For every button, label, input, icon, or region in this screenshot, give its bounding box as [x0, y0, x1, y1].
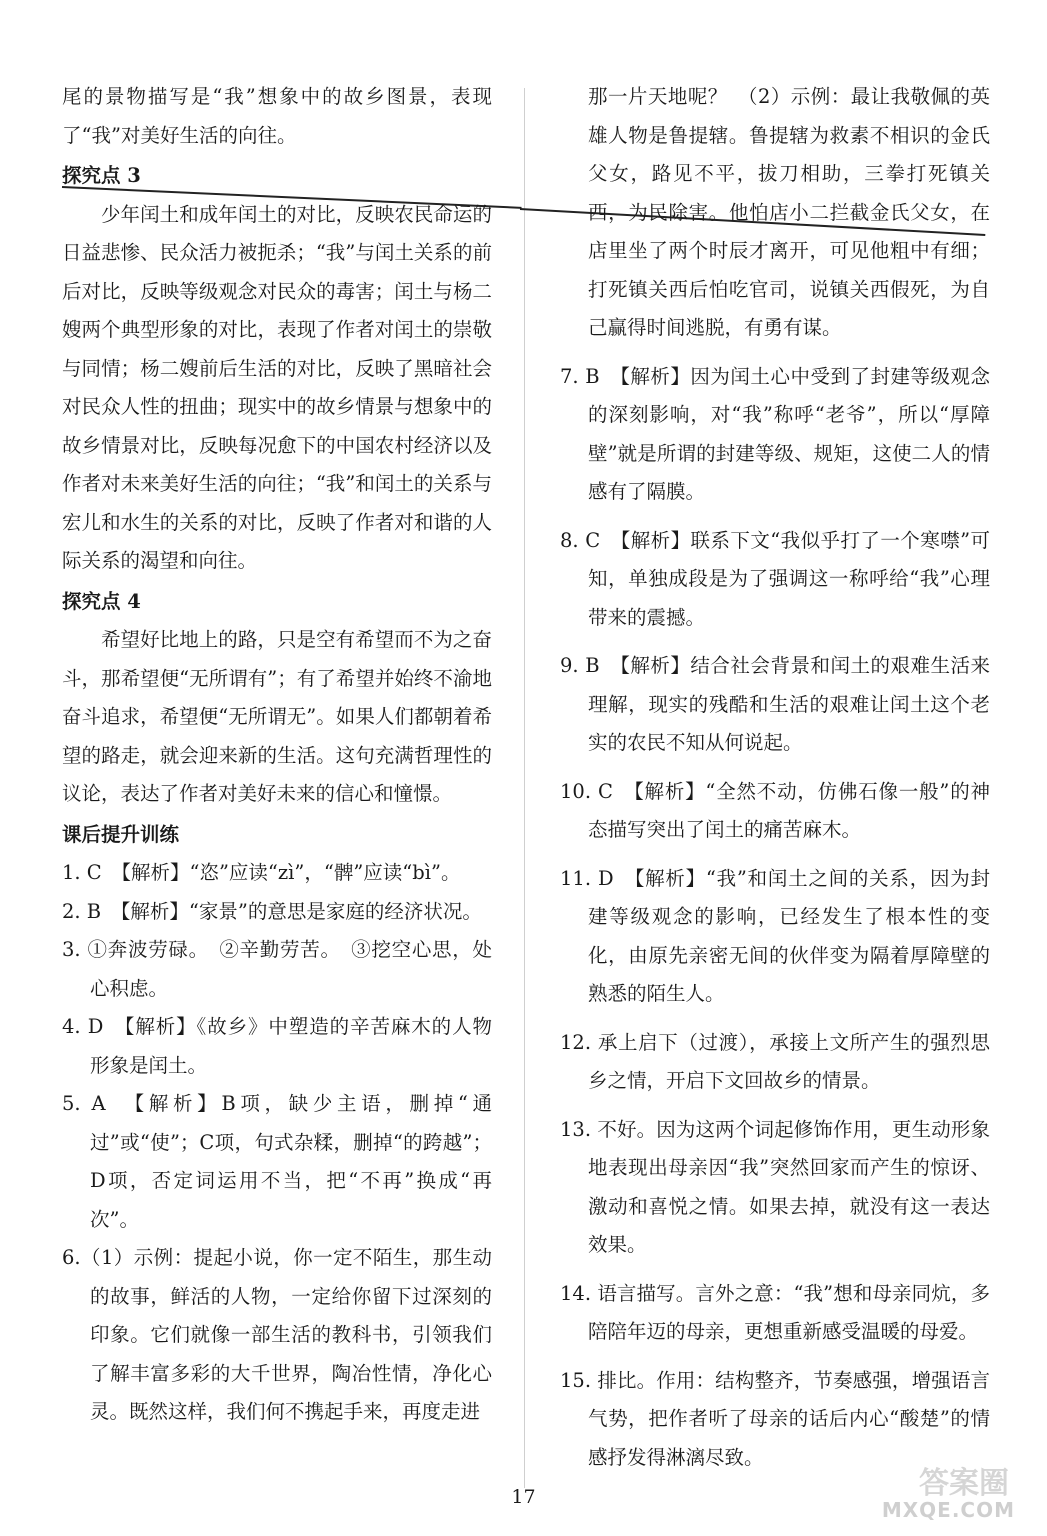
left-column: [62, 78, 492, 1432]
section-3-text: 少年闰土和成年闰土的对比，反映农民命运的日益悲惨、民众活力被扼杀；“我”与闰土关系的前后对比，反映等级观念对民众的毒害；闰土与杨二嫂两个典型形象的对比，表现了作者对闰土的崇敬与同情；杨二嫂前后生活的对比，反映了黑暗社会对民众人性的扭曲；现实中的故乡情景与想象中的故乡情景对比，反映每况愈下的中国农村经济以及作者对未来美好生活的向往；“我”和闰土的关系与宏儿和水生的关系的对比，反映了作者对和谐的人际关系的渴望和向往。: [62, 202, 492, 572]
answer-item: 7. B 【解析】因为闰土心中受到了封建等级观念的深刻影响，对“我”称呼“老爷”，所以“厚障壁”就是所谓的封建等级、规矩，这使二人的情感有了隔膜。: [560, 364, 990, 503]
intro-paragraph: 尾的景物描写是“我”想象中的故乡图景，表现了“我”对美好生活的向往。: [62, 85, 492, 147]
page-number: 17: [511, 1486, 536, 1508]
right-column: [560, 78, 990, 1477]
answer-item: 6.（1）示例：提起小说，你一定不陌生，那生动的故事，鲜活的人物，一定给你留下过深刻的印象。它们就像一部生活的教科书，引领我们了解丰富多彩的大千世界，陶冶性情，净化心灵。既然这样，我们何不携起手来，再度走进: [62, 1246, 492, 1423]
after-class-title: 课后提升训练: [62, 822, 180, 846]
watermark-site: MXQE.COM: [881, 1498, 1015, 1522]
answer-item: 2. B 【解析】“家景”的意思是家庭的经济状况。: [62, 899, 482, 923]
answer-item: 3. ①奔波劳碌。 ②辛勤劳苦。 ③挖空心思，处心积虑。: [62, 938, 492, 1000]
answer-item: 10. C 【解析】“全然不动，仿佛石像一般”的神态描写突出了闰土的痛苦麻木。: [560, 779, 990, 841]
answer-item: 13. 不好。因为这两个词起修饰作用，更生动形象地表现出母亲因“我”突然回家而产生的惊讶、激动和喜悦之情。如果去掉，就没有这一表达效果。: [560, 1117, 990, 1256]
answer-item: 5. A 【解析】B项，缺少主语，删掉“通过”或“使”；C项，句式杂糅，删掉“的跨越”；D项，否定词运用不当，把“不再”换成“再次”。: [62, 1092, 492, 1231]
section-4-text: 希望好比地上的路，只是空有希望而不为之奋斗，那希望便“无所谓有”；有了希望并始终不渝地奋斗追求，希望便“无所谓无”。如果人们都朝着希望的路走，就会迎来新的生活。这句充满哲理性的议论，表达了作者对美好未来的信心和憧憬。: [62, 628, 492, 805]
section-title-3: 探究点 3: [62, 164, 141, 187]
answer-item: 8. C 【解析】联系下文“我似乎打了一个寒噤”可知，单独成段是为了强调这一称呼给“我”心理带来的震撼。: [560, 528, 990, 629]
watermark-title: 答案圈: [919, 1466, 1009, 1501]
answer-item: 15. 排比。作用：结构整齐，节奏感强，增强语言气势，把作者听了母亲的话后内心“酸楚”的情感抒发得淋漓尽致。: [560, 1368, 990, 1469]
answer-item: 14. 语言描写。言外之意：“我”想和母亲同炕，多陪陪年迈的母亲，更想重新感受温暖的母爱。: [560, 1281, 990, 1343]
answer-item: 1. C 【解析】“恣”应读“zì”，“髀”应读“bì”。: [62, 861, 461, 884]
column-divider: [524, 88, 525, 1488]
watermark-logo: [853, 1456, 1023, 1526]
continuation-paragraph: 那一片天地呢？ （2）示例：最让我敬佩的英雄人物是鲁提辖。鲁提辖为救素不相识的金氏父女，路见不平，拔刀相助，三拳打死镇关西，为民除害。他怕店小二拦截金氏父女，在店里坐了两个时辰才离开，可见他粗中有细；打死镇关西后怕吃官司，说镇关西假死，为自己赢得时间逃脱，有勇有谋。: [588, 85, 990, 339]
answer-item: 11. D 【解析】“我”和闰土之间的关系，因为封建等级观念的影响，已经发生了根本性的变化，由原先亲密无间的伙伴变为隔着厚障壁的熟悉的陌生人。: [560, 866, 990, 1005]
answer-item: 9. B 【解析】结合社会背景和闰土的艰难生活来理解，现实的残酷和生活的艰难让闰土这个老实的农民不知从何说起。: [560, 654, 990, 754]
answer-item: 4. D 【解析】《故乡》中塑造的辛苦麻木的人物形象是闰土。: [62, 1015, 492, 1077]
answer-item: 12. 承上启下（过渡），承接上文所产生的强烈思乡之情，开启下文回故乡的情景。: [560, 1030, 990, 1092]
section-title-4: 探究点 4: [62, 589, 141, 613]
